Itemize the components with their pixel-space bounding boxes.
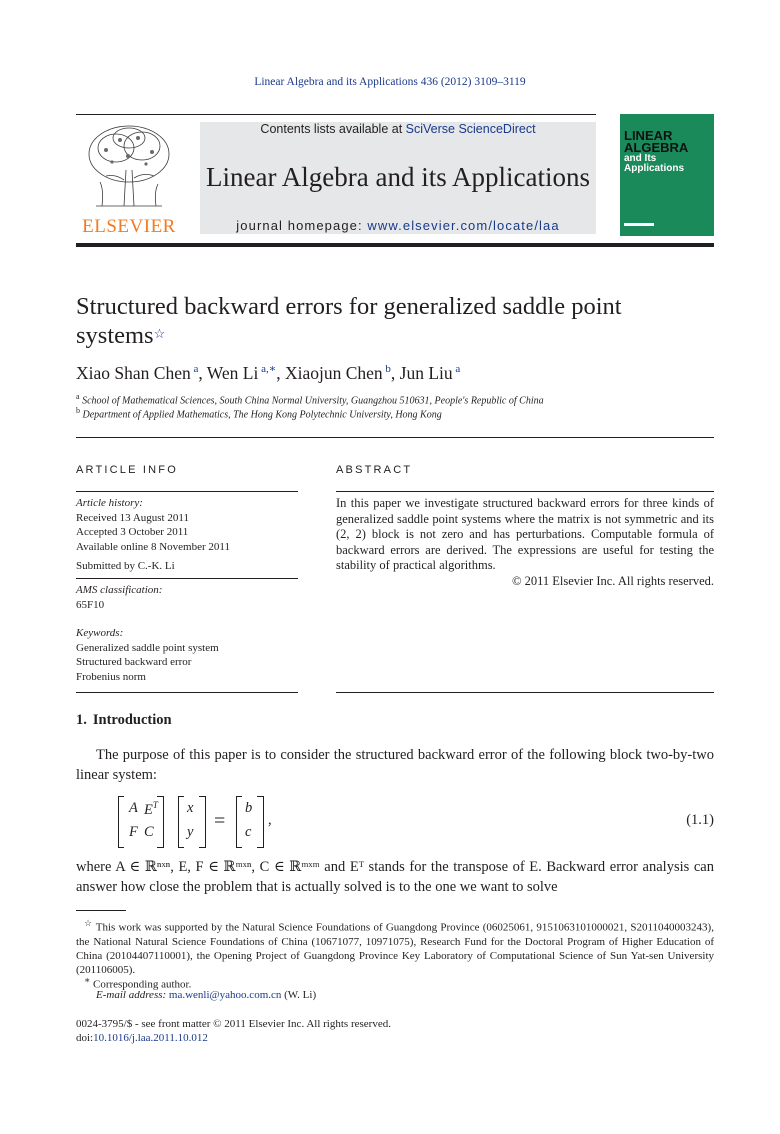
article-title: Structured backward errors for generalized saddle point systems☆ [76,293,622,349]
article-info-rule [76,491,298,492]
equation-number: (1.1) [686,812,714,828]
author-name: Jun Liu [399,362,453,383]
section-heading-introduction: 1. Introduction [76,712,172,728]
journal-masthead [200,122,596,234]
masthead-bottom-rule [76,243,714,247]
article-info-bottom-rule [76,692,298,693]
submitted-by: Submitted by C.-K. Li [76,560,175,572]
corresponding-author-footnote: ∗ Corresponding author. [84,975,192,991]
author-name: Wen Li [206,362,259,383]
elsevier-wordmark: ELSEVIER [82,216,176,237]
abstract-body: In this paper we investigate structured backward errors for three kinds of generalized saddle point systems where the matrix is not symmetric and its (2, 2) block is not zero and has perturbations. Computable formula of backward errors are derived. The expressions are useful for testing the stability of practical algorithms. © 2011 Elsevier Inc. All rights reserved. [336,496,714,588]
ams-rule [76,578,298,579]
abstract-copyright: © 2011 Elsevier Inc. All rights reserved. [511,573,714,588]
tree-emblem-icon [76,120,182,212]
email-link[interactable]: ma.wenli@yahoo.com.cn [168,989,282,1001]
journal-reference[interactable]: Linear Algebra and its Applications 436 (2012) 3109–3119 [254,76,526,88]
journal-homepage: journal homepage: www.elsevier.com/locate/laa [236,218,560,233]
ams-classification: AMS classification: 65F10 [76,584,163,611]
funding-footnote: ☆ This work was supported by the Natural Science Foundations of Guangdong Province (06025061, 9151063101000021, S2011040003243), the National Natural Science Foundations of China (10671077, 10971075), Research Fund for the Doctoral Program of Higher Education of China (20104407110001), the Opening Project of Guangdong Province Key Laboratory of Computational Science of Sun Yat-sen University (201106005). [76,918,714,976]
intro-paragraph-2: where A ∈ ℝⁿˣⁿ, E, F ∈ ℝᵐˣⁿ, C ∈ ℝᵐˣᵐ and Eᵀ stands for the transpose of E. Backward error analysis can answer how close the problem that is actually solved is to the one we want to solve [76,859,714,895]
keyword: Generalized saddle point system [76,641,219,654]
masthead-top-rule [76,114,596,115]
title-footnote-mark[interactable]: ☆ [153,326,166,341]
homepage-link[interactable]: www.elsevier.com/locate/laa [367,218,560,233]
intro-paragraph-1: The purpose of this paper is to consider the structured backward error of the following block two-by-two linear system: [76,747,714,783]
equation-1-1: A $E^T$ F C x y = b c , (1.1) [118,796,714,848]
author-list: Xiao Shan Chen $^a$, Wen Li $^{a,∗}$, Xiaojun Chen $^b$, Jun Liu $^a$ [76,362,461,383]
sciencedirect-link[interactable]: SciVerse ScienceDirect [405,122,536,136]
article-history: Article history: Received 13 August 2011 Accepted 3 October 2011 Available online 8 November 2011 [76,497,230,553]
author-name: Xiao Shan Chen [76,362,191,383]
cover-strip [624,223,654,226]
affiliation-a: $^a$ School of Mathematical Sciences, South China Normal University, Guangzhou 510631, People's Republic of China [76,392,544,407]
contents-line: Contents lists available at SciVerse ScienceDirect [260,122,536,136]
footnote-rule [76,910,126,911]
elsevier-logo [76,120,182,238]
article-info-heading: ARTICLE INFO [76,464,178,476]
doi-link[interactable]: 10.1016/j.laa.2011.10.012 [93,1032,208,1044]
author-affil-link[interactable]: a [193,363,199,375]
doi-line: doi:10.1016/j.laa.2011.10.012 [76,1032,208,1044]
abstract-rule [336,491,714,492]
author-affil-link[interactable]: a [455,363,461,375]
affiliation-b: $^b$ Department of Applied Mathematics, The Hong Kong Polytechnic University, Hong Kong [76,406,442,421]
author-name: Xiaojun Chen [284,362,383,383]
cover-title: LINEAR ALGEBRA [624,128,689,155]
journal-cover [620,114,714,236]
author-affil-link[interactable]: b [385,363,391,375]
abstract-bottom-rule [336,692,714,693]
author-affil-link[interactable]: a,∗ [261,363,277,375]
abstract-heading: ABSTRACT [336,464,413,476]
issn-line: 0024-3795/$ - see front matter © 2011 Elsevier Inc. All rights reserved. [76,1018,391,1030]
cover-subtitle: and Its Applications [624,153,685,174]
keywords: Keywords: Generalized saddle point system Structured backward error Frobenius norm [76,627,219,683]
email-footnote: E-mail address: ma.wenli@yahoo.com.cn (W. Li) [96,989,317,1001]
journal-title: Linear Algebra and its Applications [206,162,590,192]
keyword: Structured backward error [76,656,192,668]
keyword: Frobenius norm [76,670,146,683]
header-divider [76,437,714,438]
